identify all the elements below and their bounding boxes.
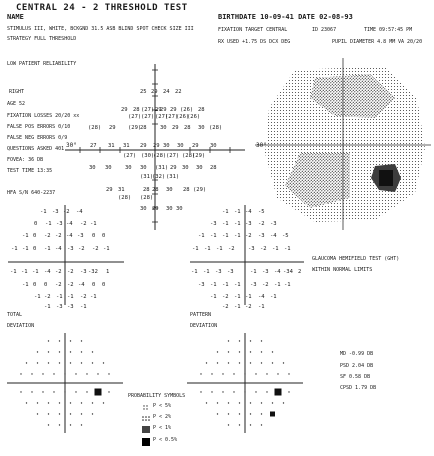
threshold-value: 29 xyxy=(192,143,199,149)
total-deviation-value: -1 xyxy=(44,304,51,310)
probability-legend-symbols xyxy=(140,402,154,450)
pattern-deviation-value: -4 xyxy=(258,294,265,300)
threshold-value: 30 xyxy=(176,206,183,212)
pattern-deviation-prob-dot xyxy=(228,362,229,363)
total-deviation-value: 0 xyxy=(33,233,37,239)
threshold-value: 30 xyxy=(198,125,205,131)
threshold-value: 27 xyxy=(90,143,97,149)
reliability-warning: LOW PATIENT RELIABILITY xyxy=(7,61,77,67)
total-deviation-value: -1 xyxy=(80,304,87,310)
threshold-value: (32) xyxy=(152,174,166,180)
pattern-deviation-prob-dot xyxy=(239,424,240,425)
pattern-deviation-value: -2 xyxy=(228,246,235,252)
pattern-deviation-prob-dot xyxy=(239,340,240,341)
pattern-deviation-value: -1 xyxy=(234,282,241,288)
pattern-deviation-value: -2 xyxy=(245,233,252,239)
pattern-deviation-prob-dot xyxy=(272,402,273,403)
fixation-target: FIXATION TARGET CENTRAL xyxy=(218,27,288,33)
total-deviation-value: -1 xyxy=(56,294,63,300)
total-deviation-value: 0 xyxy=(102,282,106,288)
threshold-value: 28 xyxy=(210,165,217,171)
pattern-deviation-value: -34 xyxy=(283,269,293,275)
pattern-deviation-value: -2 xyxy=(245,304,252,310)
pattern-deviation-prob-dot xyxy=(266,391,267,392)
pattern-deviation-prob-dot xyxy=(272,351,273,352)
threshold-value: (27) xyxy=(123,153,137,159)
total-deviation-value: -4 xyxy=(55,246,62,252)
total-deviation-value: -1 xyxy=(22,282,29,288)
pattern-deviation-value: -1 xyxy=(234,294,241,300)
total-deviation-value: -2 xyxy=(63,209,70,215)
pattern-deviation-prob-dot xyxy=(200,373,201,374)
threshold-value: (27) xyxy=(141,107,155,113)
index-psd: PSD 2.04 DB xyxy=(340,363,374,369)
total-deviation-value: -1 xyxy=(44,246,51,252)
threshold-value: 28 xyxy=(133,107,140,113)
pattern-deviation-prob-dot xyxy=(222,373,223,374)
threshold-value: 28 xyxy=(198,107,205,113)
threshold-value: (29) xyxy=(192,153,206,159)
pattern-deviation-prob-dot xyxy=(250,402,251,403)
total-deviation-value: -2 xyxy=(67,282,74,288)
strategy-line: STRATEGY FULL THRESHOLD xyxy=(7,36,77,42)
pattern-deviation-prob-symbol xyxy=(270,412,275,417)
threshold-value: (28) xyxy=(140,195,154,201)
total-deviation-value: -3 xyxy=(56,221,63,227)
pattern-deviation-value: -1 xyxy=(204,246,211,252)
test-time: TEST TIME 13:35 xyxy=(7,168,53,174)
total-deviation-value: 0 xyxy=(102,233,106,239)
pattern-deviation-prob-dot xyxy=(255,391,256,392)
pattern-deviation-prob-dot xyxy=(261,402,262,403)
pattern-deviation-prob-dot xyxy=(250,362,251,363)
threshold-value: 30 xyxy=(166,206,173,212)
birthdate-date-line: BIRTHDATE 10-09-41 DATE 02-08-93 xyxy=(218,13,353,21)
total-deviation-value: -1 xyxy=(40,209,47,215)
false-pos-errors: FALSE POS ERRORS 0/10 xyxy=(7,124,71,130)
total-deviation-value: -2 xyxy=(55,269,62,275)
pattern-deviation-prob-dot xyxy=(239,362,240,363)
test-title: CENTRAL 24 - 2 THRESHOLD TEST xyxy=(16,3,188,13)
threshold-value: (31) xyxy=(155,165,169,171)
total-deviation-value: -1 xyxy=(45,221,52,227)
pattern-deviation-value: -1 xyxy=(234,233,241,239)
pattern-deviation-value: -1 xyxy=(210,233,217,239)
pattern-deviation-value: -1 xyxy=(270,294,277,300)
pattern-deviation-value: -1 xyxy=(234,304,241,310)
pattern-deviation-value: -3 xyxy=(210,221,217,227)
threshold-value: 29 xyxy=(172,125,179,131)
total-deviation-value: -2 xyxy=(78,246,85,252)
pattern-deviation-value: -4 xyxy=(270,233,277,239)
total-deviation-value: -4 xyxy=(66,221,73,227)
total-deviation-value: 0 xyxy=(92,282,96,288)
visual-acuity: VA 20/20 xyxy=(398,39,423,45)
threshold-value: (31) xyxy=(166,174,180,180)
probability-item-3: P < 1% xyxy=(153,425,172,431)
pattern-deviation-prob-dot xyxy=(217,413,218,414)
ght-title: GLAUCOMA HEMIFIELD TEST (GHT) xyxy=(312,256,400,262)
total-deviation-value: 0 xyxy=(92,233,96,239)
total-deviation-value: -3 xyxy=(52,209,59,215)
threshold-value: 30 xyxy=(210,143,217,149)
total-deviation-value: 1 xyxy=(106,269,110,275)
threshold-value: (28) xyxy=(153,153,167,159)
total-deviation-value: -1 xyxy=(10,269,17,275)
grayscale-degree-label: 30° xyxy=(256,142,267,149)
pattern-deviation-prob-dot xyxy=(272,362,273,363)
threshold-value: (26) xyxy=(176,114,190,120)
age: AGE 52 xyxy=(7,101,26,107)
threshold-value: (29) xyxy=(193,187,207,193)
threshold-value: (30) xyxy=(141,153,155,159)
pattern-deviation-value: -1 xyxy=(222,209,229,215)
threshold-value: 29 xyxy=(121,107,128,113)
pattern-deviation-value: -2 xyxy=(222,294,229,300)
total-deviation-value: -1 xyxy=(11,246,18,252)
total-deviation-value: -3 xyxy=(80,269,87,275)
pattern-deviation-value: -1 xyxy=(245,294,252,300)
pattern-deviation-prob-dot xyxy=(228,340,229,341)
threshold-value: 29 xyxy=(140,143,147,149)
pattern-deviation-value: -2 xyxy=(260,246,267,252)
pattern-deviation-value: -1 xyxy=(274,282,281,288)
threshold-value: (29) xyxy=(128,125,142,131)
threshold-value: (27) xyxy=(165,114,179,120)
pattern-deviation-prob-dot xyxy=(239,402,240,403)
threshold-value: 30 xyxy=(166,187,173,193)
total-deviation-value: -4 xyxy=(78,282,85,288)
threshold-value: 29 xyxy=(153,143,160,149)
total-deviation-value: -2 xyxy=(80,294,87,300)
threshold-value: 29 xyxy=(106,187,113,193)
total-deviation-value: -1 xyxy=(67,294,74,300)
pattern-deviation-value: -3 xyxy=(215,269,222,275)
total-deviation-value: -1 xyxy=(103,246,110,252)
pattern-deviation-prob-dot xyxy=(250,424,251,425)
pattern-deviation-value: -3 xyxy=(258,233,265,239)
total-deviation-value: -32 xyxy=(88,269,98,275)
total-deviation-value: -4 xyxy=(44,269,51,275)
total-deviation-value: -2 xyxy=(55,282,62,288)
pattern-deviation-label-2: DEVIATION xyxy=(190,323,218,329)
threshold-value: 28 xyxy=(152,187,159,193)
threshold-value: (26) xyxy=(187,114,201,120)
patient-id: ID 23067 xyxy=(312,27,337,33)
pattern-deviation-value: -3 xyxy=(270,221,277,227)
threshold-value: (28) xyxy=(118,195,132,201)
name-label: NAME xyxy=(7,13,24,21)
pattern-deviation-prob-dot xyxy=(206,362,207,363)
total-deviation-value: -2 xyxy=(55,233,62,239)
total-deviation-value: -1 xyxy=(34,294,41,300)
pattern-deviation-value: -1 xyxy=(284,282,291,288)
threshold-value: 25 xyxy=(140,89,147,95)
stimulus-line: STIMULUS III, WHITE, BCKGND 31.5 ASB BLIND SPOT CHECK SIZE III xyxy=(7,26,194,32)
threshold-value: 30 xyxy=(163,143,170,149)
threshold-value: (28) xyxy=(182,153,196,159)
false-neg-errors: FALSE NEG ERRORS 0/9 xyxy=(7,135,68,141)
pattern-deviation-prob-dot xyxy=(211,391,212,392)
pattern-deviation-prob-dot xyxy=(206,402,207,403)
pattern-deviation-value: -4 xyxy=(245,209,252,215)
pattern-deviation-prob-dot xyxy=(250,413,251,414)
pattern-deviation-prob-dot xyxy=(261,362,262,363)
threshold-value: 24 xyxy=(163,89,170,95)
pattern-deviation-prob-dot xyxy=(217,402,218,403)
pattern-deviation-value: -2 xyxy=(262,282,269,288)
pattern-deviation-value: -1 xyxy=(191,269,198,275)
pattern-deviation-prob-dot xyxy=(250,351,251,352)
fixation-losses: FIXATION LOSSES 20/20 xx xyxy=(7,113,80,119)
threshold-value: (27) xyxy=(141,114,155,120)
total-deviation-value: -1 xyxy=(21,269,28,275)
pattern-deviation-value: -1 xyxy=(234,209,241,215)
pattern-deviation-value: -3 xyxy=(248,246,255,252)
pupil-diameter: PUPIL DIAMETER 4.8 MM xyxy=(332,39,396,45)
total-deviation-value: -3 xyxy=(77,233,84,239)
index-md: MD -0.99 DB xyxy=(340,351,374,357)
threshold-value: 29 xyxy=(152,206,159,212)
pattern-deviation-prob-dot xyxy=(266,373,267,374)
pattern-deviation-prob-dot xyxy=(261,340,262,341)
index-sf: SF 0.58 DB xyxy=(340,374,371,380)
total-deviation-value: -1 xyxy=(90,221,97,227)
pattern-deviation-prob-dot xyxy=(244,391,245,392)
threshold-value: 30 xyxy=(89,165,96,171)
probability-item-1: P < 5% xyxy=(153,403,172,409)
pattern-deviation-value: -1 xyxy=(258,304,265,310)
pattern-deviation-prob-dot xyxy=(244,373,245,374)
pattern-deviation-value: -3 xyxy=(198,282,205,288)
pattern-deviation-value: -5 xyxy=(282,233,289,239)
pattern-deviation-prob-dot xyxy=(228,424,229,425)
threshold-value: 30 xyxy=(105,165,112,171)
probability-symbols-title: PROBABILITY SYMBOLS xyxy=(128,393,186,399)
pattern-deviation-prob-dot xyxy=(217,362,218,363)
threshold-value: (27) xyxy=(155,114,169,120)
probability-item-2: P < 2% xyxy=(153,414,172,420)
total-deviation-value: -2 xyxy=(92,246,99,252)
total-deviation-value: 0 xyxy=(44,282,48,288)
pattern-deviation-value: 2 xyxy=(298,269,302,275)
threshold-value: 30 xyxy=(140,165,147,171)
index-cpsd: CPSD 1.79 DB xyxy=(340,385,377,391)
threshold-value: 29 xyxy=(109,125,116,131)
pattern-deviation-value: -2 xyxy=(258,221,265,227)
pattern-deviation-value: -1 xyxy=(210,294,217,300)
pattern-deviation-prob-dot xyxy=(233,373,234,374)
pattern-deviation-prob-dot xyxy=(283,402,284,403)
threshold-value: (27) xyxy=(128,114,142,120)
pattern-deviation-value: -1 xyxy=(250,269,257,275)
pattern-deviation-prob-dot xyxy=(228,351,229,352)
threshold-value: 30 xyxy=(177,143,184,149)
threshold-value: 30 xyxy=(196,165,203,171)
threshold-value: 30 xyxy=(140,206,147,212)
total-deviation-label-2: DEVIATION xyxy=(7,323,35,329)
total-deviation-value: 0 xyxy=(33,246,37,252)
total-deviation-value: -4 xyxy=(66,233,73,239)
pattern-deviation-prob-dot xyxy=(261,424,262,425)
pattern-deviation-value: -1 xyxy=(272,246,279,252)
threshold-value: (27) xyxy=(166,153,180,159)
pattern-deviation-value: -1 xyxy=(216,246,223,252)
pattern-deviation-value: -2 xyxy=(222,304,229,310)
pattern-deviation-value: -3 xyxy=(245,221,252,227)
threshold-value: 28 xyxy=(184,125,191,131)
pattern-deviation-prob-dot xyxy=(283,362,284,363)
total-deviation-value: -2 xyxy=(44,294,51,300)
pattern-deviation-value: -1 xyxy=(203,269,210,275)
pattern-deviation-value: -5 xyxy=(258,209,265,215)
threshold-value: (28) xyxy=(209,125,223,131)
threshold-value: 30 xyxy=(182,165,189,171)
threshold-value: (26) xyxy=(180,107,194,113)
pattern-deviation-value: -1 xyxy=(234,221,241,227)
threshold-value: 31 xyxy=(123,143,130,149)
pattern-deviation-value: -1 xyxy=(198,233,205,239)
total-deviation-value: -2 xyxy=(44,233,51,239)
threshold-value: 30 xyxy=(160,125,167,131)
pattern-deviation-value: -1 xyxy=(222,282,229,288)
ght-result: WITHIN NORMAL LIMITS xyxy=(312,267,373,273)
threshold-value: 31 xyxy=(118,187,125,193)
total-deviation-value: -3 xyxy=(56,304,63,310)
total-deviation-value: -1 xyxy=(32,269,39,275)
questions-asked: QUESTIONS ASKED 401 xyxy=(7,146,65,152)
pattern-deviation-prob-dot xyxy=(233,391,234,392)
threshold-value: 29 xyxy=(151,89,158,95)
threshold-value: 28 xyxy=(140,125,147,131)
pattern-deviation-value: -3 xyxy=(227,269,234,275)
pattern-deviation-prob-dot xyxy=(228,413,229,414)
threshold-value: 29 xyxy=(170,107,177,113)
pattern-deviation-prob-dot xyxy=(261,413,262,414)
threshold-value: 30 xyxy=(125,165,132,171)
pattern-deviation-value: -1 xyxy=(222,233,229,239)
total-deviation-value: -1 xyxy=(22,246,29,252)
pattern-deviation-value: -1 xyxy=(192,246,199,252)
total-deviation-value: 0 xyxy=(34,221,38,227)
total-deviation-value: -2 xyxy=(67,269,74,275)
pattern-deviation-prob-dot xyxy=(250,340,251,341)
pattern-deviation-value: -4 xyxy=(274,269,281,275)
threshold-value: 28 xyxy=(143,187,150,193)
rx-used: RX USED +1.75 DS DCX DEG xyxy=(218,39,291,45)
test-time-of-day: TIME 09:57:45 PM xyxy=(364,27,413,33)
total-deviation-value: -1 xyxy=(90,294,97,300)
pattern-deviation-prob-dot xyxy=(239,351,240,352)
pattern-deviation-prob-dot xyxy=(200,391,201,392)
pattern-deviation-prob-dot xyxy=(288,373,289,374)
total-deviation-label-1: TOTAL xyxy=(7,312,23,318)
pattern-deviation-prob-symbol xyxy=(275,389,282,396)
pattern-deviation-value: -1 xyxy=(210,282,217,288)
threshold-value: 29 xyxy=(170,165,177,171)
pattern-deviation-value: -3 xyxy=(250,282,257,288)
pattern-deviation-value: -1 xyxy=(222,221,229,227)
pattern-deviation-prob-dot xyxy=(261,351,262,352)
total-deviation-value: -2 xyxy=(80,221,87,227)
threshold-value: 22 xyxy=(175,89,182,95)
pattern-deviation-label-1: PATTERN xyxy=(190,312,212,318)
pattern-deviation-prob-dot xyxy=(288,391,289,392)
total-deviation-value: -4 xyxy=(76,209,83,215)
hfa-serial: HFA S/N 640-2237 xyxy=(7,190,56,196)
pattern-deviation-prob-dot xyxy=(228,402,229,403)
pattern-deviation-prob-dot xyxy=(222,391,223,392)
pattern-deviation-prob-dot xyxy=(239,413,240,414)
threshold-value: 29 xyxy=(160,107,167,113)
threshold-value: 31 xyxy=(108,143,115,149)
pattern-deviation-prob-dot xyxy=(255,373,256,374)
total-deviation-value: -3 xyxy=(67,304,74,310)
threshold-value: 29 xyxy=(155,107,162,113)
pattern-deviation-prob-dot xyxy=(211,373,212,374)
fovea: FOVEA: 36 DB xyxy=(7,157,44,163)
eye-label: RIGHT xyxy=(9,89,25,95)
pattern-deviation-prob-dot xyxy=(277,373,278,374)
threshold-value: 28 xyxy=(183,187,190,193)
probability-item-4: P < 0.5% xyxy=(153,437,178,443)
threshold-value: (28) xyxy=(88,125,102,131)
pattern-deviation-value: -1 xyxy=(284,246,291,252)
pattern-deviation-prob-dot xyxy=(217,351,218,352)
total-deviation-value: 0 xyxy=(33,282,37,288)
total-deviation-value: -1 xyxy=(22,233,29,239)
pattern-deviation-value: -3 xyxy=(262,269,269,275)
threshold-degree-label: 30° xyxy=(66,142,77,149)
threshold-value: (31) xyxy=(140,174,154,180)
total-deviation-value: -3 xyxy=(67,246,74,252)
